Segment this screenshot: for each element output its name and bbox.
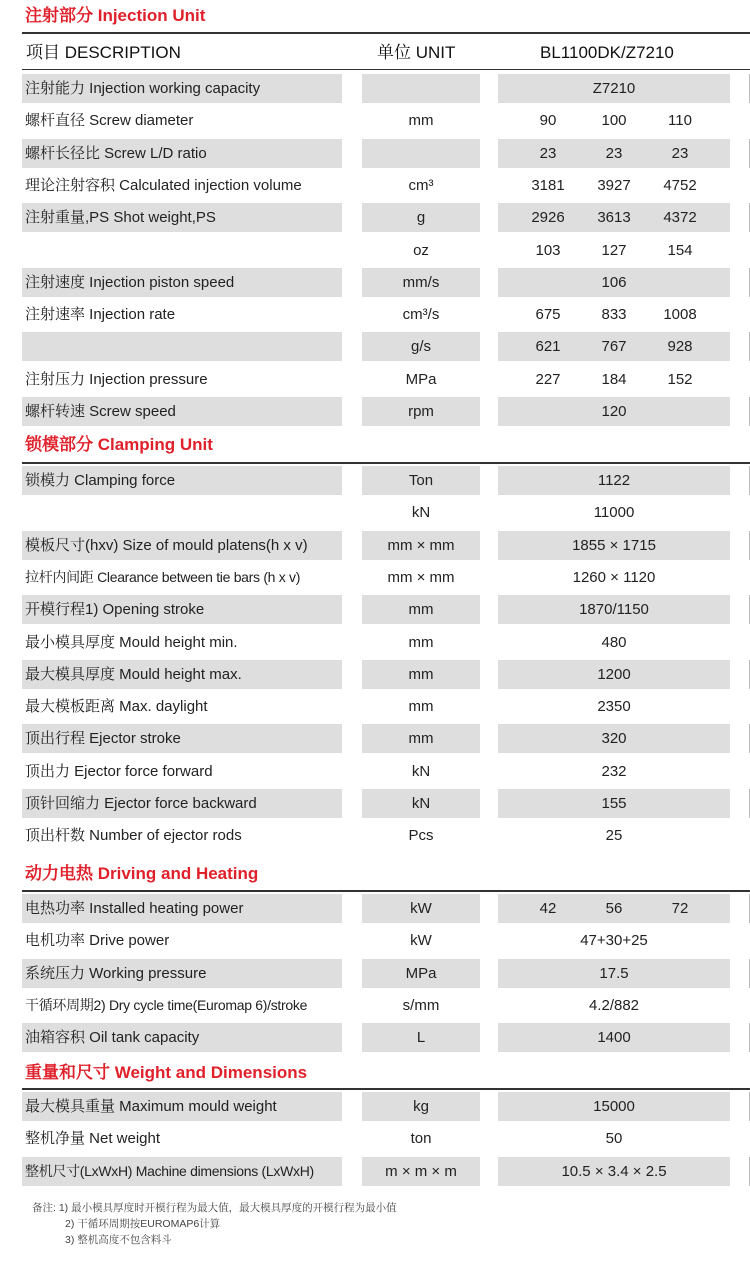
spec-value-cell (498, 991, 730, 1020)
spec-row (0, 1155, 750, 1187)
spec-value: 23 (605, 145, 623, 162)
footnote-2: 2) 干循环周期按EUROMAP6计算 (65, 1218, 221, 1230)
spec-value: 15000 (593, 1098, 635, 1115)
spec-unit: m × m × m (362, 1157, 480, 1186)
spec-value: 103 (535, 242, 561, 259)
spec-value-cell (498, 1157, 730, 1186)
spec-description: 整机尺寸(LxWxH) Machine dimensions (LxWxH) (22, 1157, 342, 1186)
spec-value-cell (498, 139, 730, 168)
spec-value: 1200 (597, 666, 631, 683)
spec-value: 833 (601, 306, 627, 323)
spec-value: 4.2/882 (588, 997, 640, 1014)
spec-description: 最大模板距离 Max. daylight (25, 698, 208, 715)
spec-row (0, 722, 750, 754)
spec-description: 最小模具厚度 Mould height min. (25, 634, 238, 651)
spec-value-cell (498, 332, 730, 361)
spec-description: 顶针回缩力 Ejector force backward (22, 789, 342, 818)
spec-row (0, 496, 750, 528)
spec-value: 767 (601, 338, 627, 355)
spec-unit: mm (362, 724, 480, 753)
spec-unit: kN (362, 789, 480, 818)
spec-unit: oz (413, 242, 429, 259)
footnotes (32, 1200, 397, 1248)
spec-value: 2350 (597, 698, 631, 715)
spec-value: 480 (601, 634, 627, 651)
spec-value: 3181 (531, 177, 565, 194)
spec-row (0, 561, 750, 593)
spec-value-cell (498, 498, 730, 527)
spec-description: 最大模具重量 Maximum mould weight (22, 1092, 342, 1121)
spec-unit (362, 74, 480, 103)
spec-value-cell (498, 660, 730, 689)
spec-unit: kg (362, 1092, 480, 1121)
spec-value: 320 (601, 730, 627, 747)
spec-row (0, 529, 750, 561)
spec-unit (362, 139, 480, 168)
spec-value: 90 (539, 112, 557, 129)
spec-unit: L (362, 1023, 480, 1052)
spec-value: 184 (601, 371, 627, 388)
spec-unit: kN (411, 504, 431, 521)
spec-row (0, 1122, 750, 1154)
spec-row (0, 924, 750, 956)
spec-row (0, 957, 750, 989)
spec-row (0, 330, 750, 362)
spec-description: 注射速率 Injection rate (25, 306, 176, 323)
spec-row (0, 892, 750, 924)
spec-row (0, 201, 750, 233)
spec-value: 1855 × 1715 (572, 537, 656, 554)
spec-value-cell (498, 926, 730, 955)
spec-row (0, 787, 750, 819)
section-title: 锁模部分 Clamping Unit (25, 435, 213, 454)
section-title: 注射部分 Injection Unit (25, 6, 206, 25)
spec-description: 顶出力 Ejector force forward (25, 763, 213, 780)
spec-unit: g/s (362, 332, 480, 361)
spec-value: 227 (535, 371, 561, 388)
spec-unit: mm (408, 698, 434, 715)
spec-description: 注射能力 Injection working capacity (22, 74, 342, 103)
spec-unit: mm (362, 595, 480, 624)
spec-value-cell (498, 894, 730, 923)
spec-unit: ton (410, 1130, 432, 1147)
spec-unit: mm (362, 660, 480, 689)
spec-description: 油箱容积 Oil tank capacity (22, 1023, 342, 1052)
spec-value: 1870/1150 (579, 601, 649, 618)
spec-description (22, 236, 342, 265)
spec-value: 17.5 (599, 965, 629, 982)
spec-unit: mm × mm (362, 531, 480, 560)
spec-value-cell (498, 595, 730, 624)
spec-value: 47+30+25 (580, 932, 648, 949)
spec-value: 3613 (597, 209, 631, 226)
spec-value: 3927 (597, 177, 631, 194)
spec-row (0, 1090, 750, 1122)
spec-unit: MPa (405, 371, 437, 388)
spec-value-cell (498, 821, 730, 850)
spec-unit: rpm (362, 397, 480, 426)
spec-description: 顶出杆数 Number of ejector rods (25, 827, 242, 844)
spec-unit: Ton (362, 466, 480, 495)
table-header (22, 37, 750, 69)
footnote-1: 备注: 1) 最小模具厚度时开模行程为最大值，最大模具厚度的开模行程为最小值 (32, 1202, 397, 1214)
spec-description: 螺杆直径 Screw diameter (25, 112, 194, 129)
spec-description: 模板尺寸(hxv) Size of mould platens(h x v) (22, 531, 342, 560)
spec-description: 螺杆长径比 Screw L/D ratio (22, 139, 342, 168)
spec-description: 拉杆内间距 Clearance between tie bars (h x v) (25, 569, 301, 585)
spec-description: 顶出行程 Ejector stroke (22, 724, 342, 753)
spec-description: 开模行程1) Opening stroke (22, 595, 342, 624)
spec-value: 1008 (663, 306, 697, 323)
spec-value-cell (498, 365, 730, 394)
spec-description: 注射压力 Injection pressure (25, 371, 208, 388)
header-model: BL1100DK/Z7210 (540, 43, 674, 62)
spec-unit: mm (408, 112, 434, 129)
spec-value: 56 (605, 900, 623, 917)
spec-value-cell (498, 1124, 730, 1153)
spec-row (0, 72, 750, 104)
section-rule (22, 32, 750, 34)
spec-description: 最大模具厚度 Mould height max. (22, 660, 342, 689)
spec-value: 928 (667, 338, 693, 355)
spec-row (0, 464, 750, 496)
spec-value-cell (498, 236, 730, 265)
footnote-3: 3) 整机高度不包含料斗 (65, 1234, 172, 1246)
spec-value: 23 (671, 145, 689, 162)
spec-row (0, 593, 750, 625)
spec-row (0, 169, 750, 201)
spec-value-cell (498, 397, 730, 426)
spec-value: 1122 (597, 472, 631, 489)
spec-row (0, 234, 750, 266)
spec-value: 42 (539, 900, 557, 917)
spec-value: 120 (601, 403, 627, 420)
spec-value: 127 (601, 242, 627, 259)
spec-description (22, 332, 342, 361)
spec-unit: s/mm (402, 997, 440, 1014)
spec-value: Z7210 (592, 80, 636, 97)
spec-value: 11000 (593, 504, 635, 521)
spec-unit: mm (408, 634, 434, 651)
spec-value-cell (498, 300, 730, 329)
spec-unit: kW (362, 894, 480, 923)
section-title: 重量和尺寸 Weight and Dimensions (25, 1063, 308, 1082)
spec-value: 675 (535, 306, 561, 323)
spec-description: 整机净量 Net weight (25, 1130, 161, 1147)
spec-description: 系统压力 Working pressure (22, 959, 342, 988)
spec-row (0, 137, 750, 169)
spec-value: 155 (601, 795, 627, 812)
spec-value: 1260 × 1120 (572, 569, 656, 586)
spec-row (0, 104, 750, 136)
spec-unit: cm³ (408, 177, 434, 194)
spec-unit: cm³/s (402, 306, 440, 323)
spec-value: 4372 (663, 209, 697, 226)
spec-description (22, 498, 342, 527)
spec-value: 621 (535, 338, 561, 355)
spec-value: 152 (667, 371, 693, 388)
spec-value-cell (498, 203, 730, 232)
spec-unit: Pcs (408, 827, 434, 844)
spec-unit: mm × mm (387, 569, 455, 586)
spec-description: 理论注射容积 Calculated injection volume (25, 177, 302, 194)
spec-row (0, 989, 750, 1021)
spec-value-cell (498, 268, 730, 297)
spec-value-cell (498, 563, 730, 592)
spec-row (0, 690, 750, 722)
spec-row (0, 755, 750, 787)
spec-value-cell (498, 74, 730, 103)
spec-value-cell (498, 106, 730, 135)
spec-value: 4752 (663, 177, 697, 194)
spec-value: 23 (539, 145, 557, 162)
spec-row (0, 1021, 750, 1053)
spec-description: 锁模力 Clamping force (22, 466, 342, 495)
spec-value: 10.5 × 3.4 × 2.5 (561, 1163, 667, 1180)
spec-row (0, 363, 750, 395)
spec-unit: MPa (362, 959, 480, 988)
spec-value: 106 (601, 274, 627, 291)
spec-description: 螺杆转速 Screw speed (22, 397, 342, 426)
spec-row (0, 819, 750, 851)
spec-value-cell (498, 757, 730, 786)
header-rule (22, 69, 750, 70)
header-unit: 单位 UNIT (377, 43, 456, 62)
spec-value: 50 (605, 1130, 623, 1147)
spec-unit: mm/s (362, 268, 480, 297)
spec-value: 110 (668, 112, 692, 129)
spec-description: 电热功率 Installed heating power (22, 894, 342, 923)
spec-value-cell (498, 959, 730, 988)
spec-unit: g (362, 203, 480, 232)
spec-unit: kW (410, 932, 432, 949)
spec-value-cell (498, 531, 730, 560)
spec-value-cell (498, 466, 730, 495)
spec-description: 注射重量,PS Shot weight,PS (22, 203, 342, 232)
spec-value-cell (498, 724, 730, 753)
spec-value: 2926 (531, 209, 565, 226)
spec-value: 25 (605, 827, 623, 844)
spec-value: 154 (667, 242, 693, 259)
spec-description: 电机功率 Drive power (25, 932, 170, 949)
spec-row (0, 266, 750, 298)
section-title: 动力电热 Driving and Heating (25, 864, 259, 883)
spec-value-cell (498, 628, 730, 657)
spec-row (0, 626, 750, 658)
spec-value-cell (498, 1023, 730, 1052)
spec-value-cell (498, 789, 730, 818)
spec-value-cell (498, 171, 730, 200)
spec-description: 注射速度 Injection piston speed (22, 268, 342, 297)
spec-value: 1400 (597, 1029, 631, 1046)
header-description: 项目 DESCRIPTION (26, 43, 181, 62)
spec-value: 232 (601, 763, 627, 780)
spec-row (0, 395, 750, 427)
spec-row (0, 298, 750, 330)
spec-value: 100 (601, 112, 627, 129)
spec-value: 72 (671, 900, 689, 917)
spec-value-cell (498, 1092, 730, 1121)
spec-value-cell (498, 692, 730, 721)
spec-unit: kN (411, 763, 431, 780)
spec-description: 干循环周期2) Dry cycle time(Euromap 6)/stroke (25, 997, 308, 1013)
spec-row (0, 658, 750, 690)
